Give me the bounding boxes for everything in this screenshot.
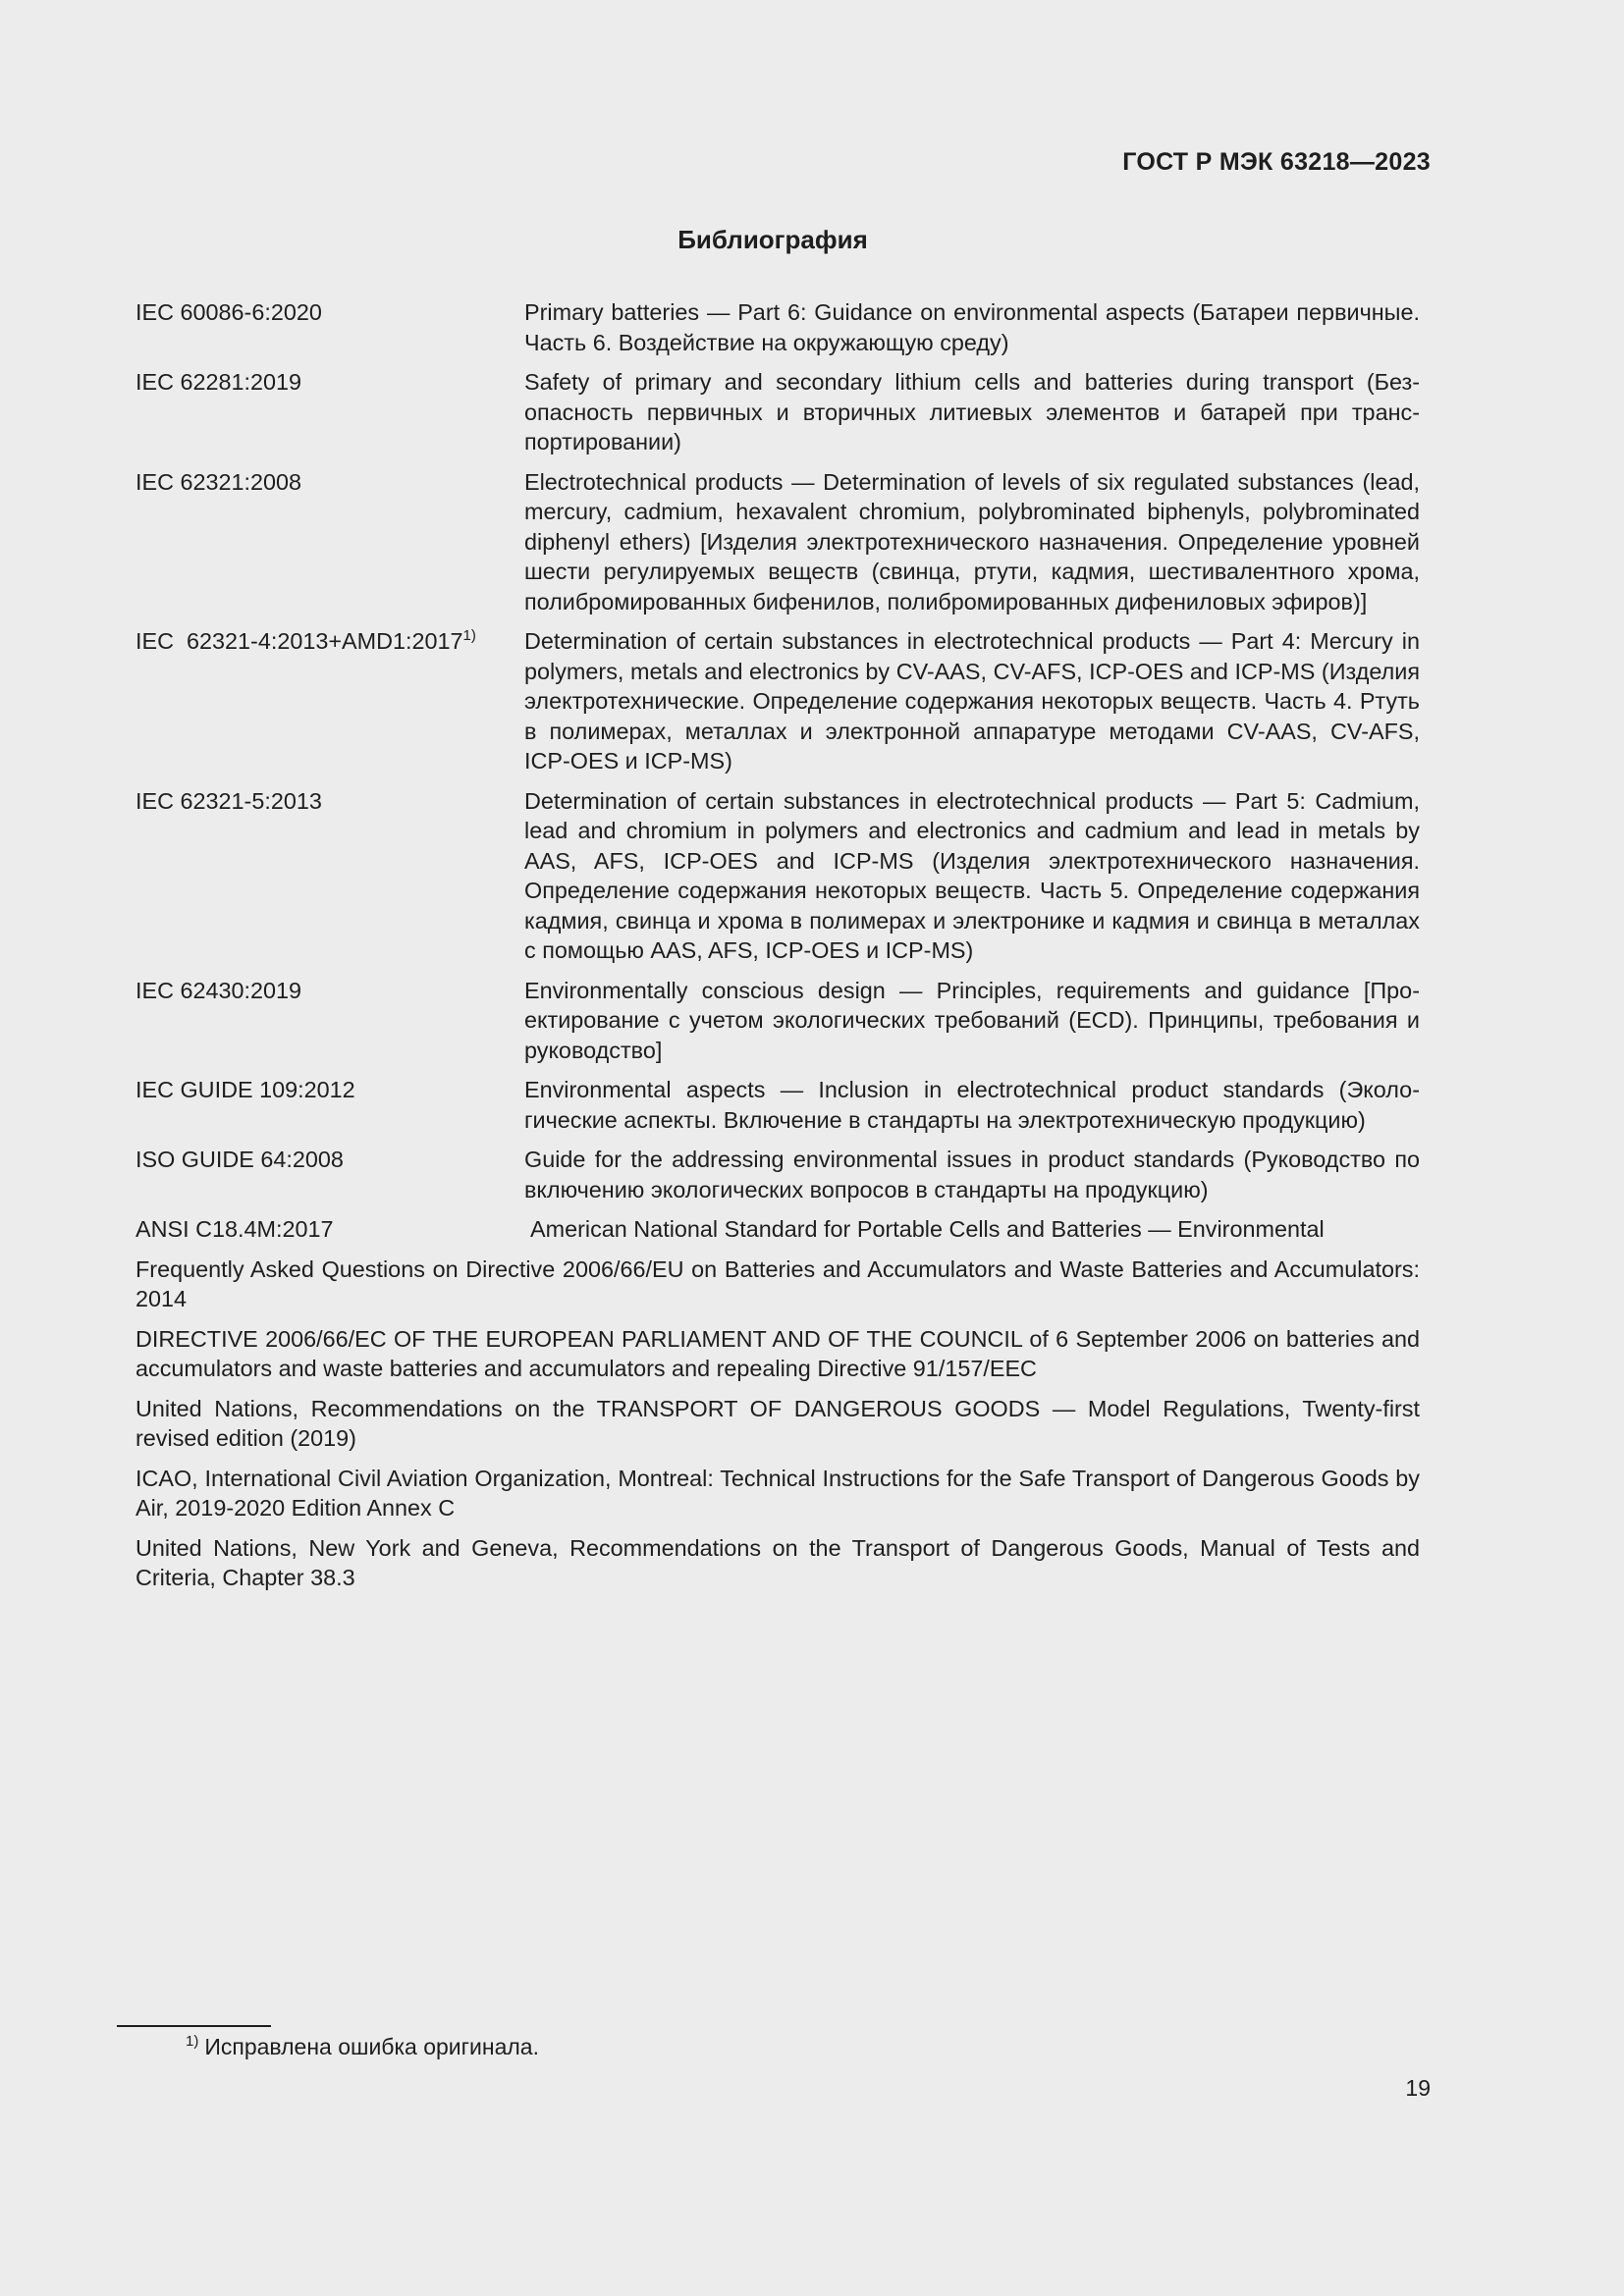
bibliography-list — [135, 297, 1420, 1603]
entry-reference: IEC 62281:2019 — [135, 369, 302, 395]
bibliography-plain-entry: Frequently Asked Questions on Directive 2006/66/EU on Batteries and Accumulators and Waste Batteries and Accumulators: 2014 — [135, 1255, 1420, 1311]
bibliography-entry — [135, 297, 1420, 357]
entry-reference: IEC GUIDE 109:2012 — [135, 1077, 355, 1102]
entry-description: Guide for the addressing environmental issues in product standards (Руководство по включению экологических вопросов в стандарты на продукцию) — [524, 1147, 1420, 1202]
entry-reference: IEC 60086-6:2020 — [135, 299, 322, 325]
bibliography-entry — [135, 1214, 1420, 1245]
entry-reference: ISO GUIDE 64:2008 — [135, 1147, 344, 1172]
bibliography-entry — [135, 976, 1420, 1066]
entry-description: Determination of certain substances in electrotechnical products — Part 5: Cadmium, lead and chromium in polymers and electronics and cadmium and lead in metals by AAS, AFS, ICP-OES and ICP-MS (Изделия электротехнического назначения. Определение содержания некоторых веществ. Часть 5. Определение содержания кадмия, свинца и хрома в полимерах и электронике и кадмия и свинца в металлах с помощью AAS, AFS, ICP-OES и ICP-MS) — [524, 787, 1420, 963]
footnote — [186, 2032, 539, 2061]
entry-reference: IEC 62430:2019 — [135, 977, 302, 1003]
entry-reference: ANSI C18.4M:2017 — [135, 1216, 334, 1242]
entry-description: Environmentally conscious design — Principles, requirements and guidance [Проектирование с учетом экологических требований (ECD). Принципы, требования и руководство] — [524, 977, 1420, 1063]
footnote-marker: 1) — [462, 627, 476, 644]
footnote-text: Исправлена ошибка оригинала. — [204, 2034, 539, 2059]
entry-description: Environmental aspects — Inclusion in electrotechnical product standards (Экологические аспекты. Включение в стандарты на электротехническую продукцию) — [524, 1077, 1420, 1133]
bibliography-plain-entry: ICAO, International Civil Aviation Organization, Montreal: Technical Instructions for the Safe Transport of Dangerous Goods by Air, 2019-2020 Edition Annex C — [135, 1465, 1420, 1521]
entry-reference — [135, 626, 524, 776]
document-header: ГОСТ Р МЭК 63218—2023 — [1122, 148, 1431, 176]
bibliography-entry — [135, 467, 1420, 617]
bibliography-entry — [135, 367, 1420, 457]
entry-description: Primary batteries — Part 6: Guidance on environmental aspects (Батареи первичные. Часть 6. Воздействие на окружающую среду) — [524, 299, 1420, 355]
bibliography-entry — [135, 1145, 1420, 1204]
entry-description: Electrotechnical products — Determination of levels of six regulated substances (lead, mercury, cadmium, hexavalent chromium, polybrominated biphenyls, polybrominated diphenyl ethers) [Изделия электротехнического назначения. Определение уровней шести регулируемых веществ (свинца, ртути, кадмия, шестивалентного хрома, полибромированных бифенилов, полибромированных дифениловых эфиров)] — [524, 468, 1420, 614]
bibliography-entry — [135, 786, 1420, 966]
bibliography-plain-entry: United Nations, New York and Geneva, Recommendations on the Transport of Dangerous Goods, Manual of Tests and Criteria, Chapter 38.3 — [135, 1534, 1420, 1590]
bibliography-plain-entry: United Nations, Recommendations on the TRANSPORT OF DANGEROUS GOODS — Model Regulations, Twenty-first revised edition (2019) — [135, 1395, 1420, 1451]
bibliography-plain-entry: DIRECTIVE 2006/66/EC OF THE EUROPEAN PARLIAMENT AND OF THE COUNCIL of 6 September 2006 on batteries and accumulators and waste batteries and accumulators and repealing Directive 91/157/EEC — [135, 1325, 1420, 1381]
footnote-divider — [117, 2025, 271, 2027]
entry-description: American National Standard for Portable Cells and Batteries — Environmental — [530, 1216, 1325, 1242]
page-number: 19 — [1405, 2075, 1431, 2101]
entry-reference: IEC 62321:2008 — [135, 468, 302, 495]
entry-reference-text: IEC 62321-4:2013+AMD1:2017 — [135, 628, 463, 654]
footnote-marker: 1) — [186, 2033, 199, 2050]
entry-description: Safety of primary and secondary lithium cells and batteries during transport (Безопасность первичных и вторичных литиевых элементов и батарей при транспортировании) — [524, 369, 1420, 454]
entry-description: Determination of certain substances in electrotechnical products — Part 4: Mercury in polymers, metals and electronics by CV-AAS, CV-AFS, ICP-OES and ICP-MS (Изделия электротехнические. Определение содержания некоторых веществ. Часть 4. Ртуть в полимерах, металлах и электронной аппаратуре методами CV-AAS, CV-AFS, ICP-OES и ICP-MS) — [524, 628, 1420, 774]
bibliography-entry — [135, 1075, 1420, 1135]
page-title: Библиография — [677, 225, 868, 254]
entry-reference: IEC 62321-5:2013 — [135, 787, 322, 814]
bibliography-entry — [135, 626, 1420, 776]
